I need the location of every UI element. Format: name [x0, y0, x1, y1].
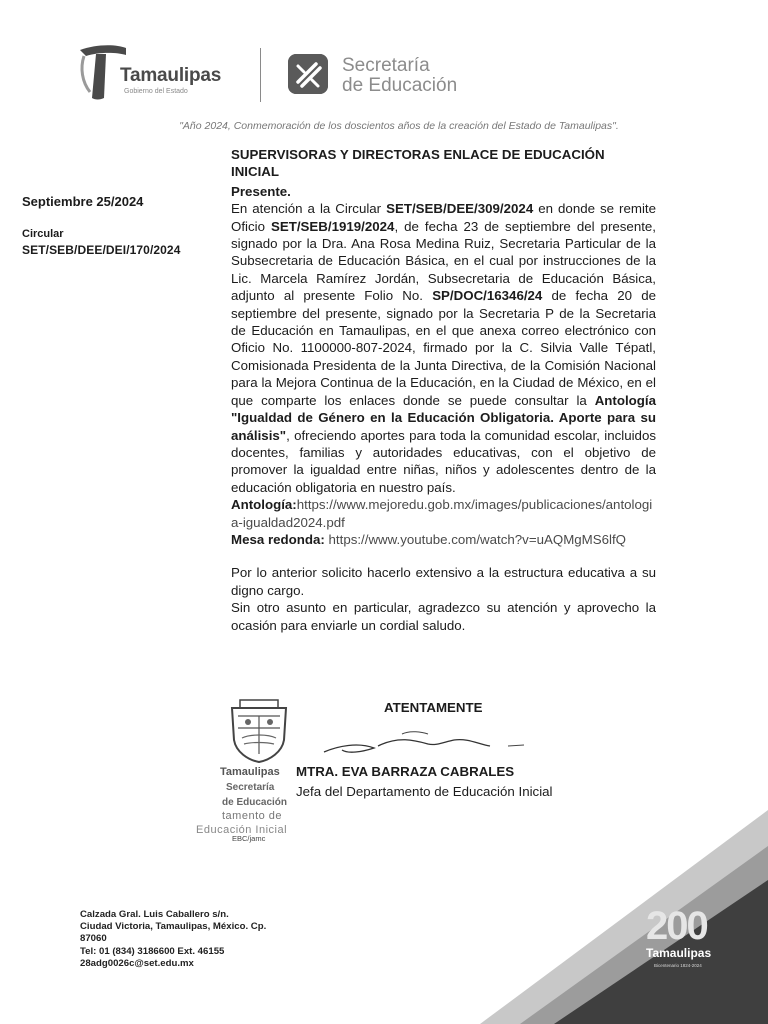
- logo-divider: [260, 48, 261, 102]
- letter-date: Septiembre 25/2024: [22, 194, 144, 209]
- p1-text-i: , ofreciendo aportes para toda la comunidad escolar, incluidos docentes, familias y autoridades educativas, con el objetivo de promover la igualdad entre niñas, niños y adolescentes dentro de la educación obligatoria en nuestro país.: [231, 427, 656, 495]
- year-motto: "Año 2024, Conmemoración de los doscientos años de la creación del Estado de Tamaulipas".: [179, 120, 619, 132]
- p1-text-c: en donde se remite Oficio: [231, 201, 656, 234]
- footer-address-line: Calzada Gral. Luis Caballero s/n.: [80, 909, 229, 920]
- secretaria-educacion-logo-text: [342, 56, 457, 96]
- handwritten-signature: [318, 726, 528, 762]
- mesa-link-line: [231, 531, 656, 548]
- anthology-link-line: [231, 496, 656, 531]
- signer-title: Jefa del Departamento de Educación Inicial: [296, 784, 553, 799]
- closing-paragraph-1: Por lo anterior solicito hacerlo extensivo a la estructura educativa a su digno cargo.: [231, 565, 656, 598]
- p1-text-g: de fecha 20 de septiembre del presente, signado por la Secretaria P de la Secretaria de Educación en Tamaulipas, en el que anexa correo electrónico con Oficio No. 1100000-807-2024, firmado por la C. Silvia Valle Tépatl, Comisionada Presidenta de la Junta Directiva, de la Comisión Nacional para la Mejora Continua de la Educación, en la Ciudad de México, en el que comparte los enlaces donde se puede consultar la: [231, 288, 656, 408]
- greeting: Presente.: [231, 183, 291, 199]
- bicentennial-logo-number: 200: [646, 904, 707, 948]
- footer-address-line: Ciudad Victoria, Tamaulipas, México. Cp.: [80, 921, 267, 933]
- circular-reference: SET/SEB/DEE/309/2024: [386, 201, 534, 217]
- folio-reference: SP/DOC/16346/24: [432, 288, 543, 304]
- letter-body: [231, 146, 656, 634]
- circular-number: SET/SEB/DEE/DEI/170/2024: [22, 243, 181, 257]
- anthology-title: Antología "Igualdad de Género en la Educación Obligatoria. Aporte para su análisis": [231, 392, 656, 443]
- footer-address: [80, 909, 266, 970]
- typist-initials: EBC/jamc: [232, 834, 266, 843]
- stamp-text-1: Tamaulipas: [220, 766, 280, 778]
- bicentennial-logo-subtitle: Bicentenario 1824-2024: [654, 963, 702, 968]
- footer-phone: Tel: 01 (834) 3186600 Ext. 46155: [80, 945, 225, 957]
- sep-logo-line1: Secretaría: [342, 55, 430, 76]
- tamaulipas-logo-subtitle: Gobierno del Estado: [124, 88, 188, 95]
- stamp-text-3: de Educación: [222, 797, 288, 808]
- atentamente: ATENTAMENTE: [384, 700, 483, 715]
- sep-logo-line2: de Educación: [342, 75, 458, 96]
- oficio-reference: SET/SEB/1919/2024: [271, 218, 395, 234]
- main-paragraph: [231, 200, 656, 496]
- anthology-link[interactable]: https://www.mejoredu.gob.mx/images/publicaciones/antologia-igualdad2024.pdf: [231, 497, 653, 530]
- stamp-text-4: tamento de: [222, 810, 283, 822]
- tamaulipas-logo-text: Tamaulipas: [120, 65, 222, 86]
- footer-decorative-band: [480, 810, 768, 1024]
- state-seal-icon: [226, 698, 292, 764]
- p1-text-e: , de fecha 23 de septiembre del presente, signado por la Dra. Ana Rosa Medina Ruiz, Secretaria Particular de la Subsecretaria de Educación Básica, en el cual por instrucciones de la Lic. Marcela Ramírez Jordán, Subsecretaria de Educación Básica, adjunto al presente Folio No.: [231, 218, 657, 304]
- mesa-link-label: Mesa redonda:: [231, 531, 325, 547]
- anthology-link-label: Antología:: [231, 497, 297, 513]
- stamp-text-5: Educación Inicial: [196, 824, 288, 836]
- footer-address-line: 87060: [80, 933, 107, 945]
- signer-name: MTRA. EVA BARRAZA CABRALES: [296, 764, 515, 779]
- circular-label: Circular: [22, 228, 64, 240]
- p1-text-a: En atención a la Circular: [231, 201, 387, 217]
- mesa-link[interactable]: https://www.youtube.com/watch?v=uAQMgMS6lfQ: [324, 531, 626, 547]
- recipient: SUPERVISORAS Y DIRECTORAS ENLACE DE EDUCACIÓN INICIAL: [231, 147, 605, 180]
- stamp-text-2: Secretaría: [226, 782, 275, 793]
- bicentennial-logo-name: Tamaulipas: [646, 946, 712, 960]
- secretaria-educacion-logo-icon: [288, 54, 328, 94]
- footer-email: 28adg0026c@set.edu.mx: [80, 957, 194, 969]
- closing-paragraph-2: Sin otro asunto en particular, agradezco su atención y aprovecho la ocasión para enviarle un cordial saludo.: [231, 600, 656, 633]
